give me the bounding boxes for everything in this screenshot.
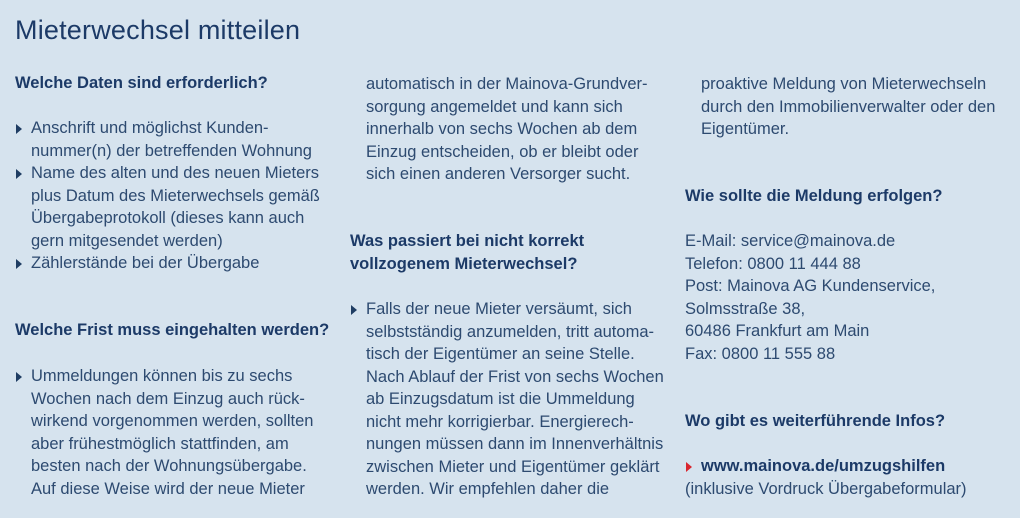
heading-incorrect-change: Was passiert bei nicht korrekt vollzogenem Mieterwechsel? bbox=[350, 232, 585, 273]
heading-required-data: Welche Daten sind erforderlich? bbox=[15, 74, 268, 92]
link-note: (inklusive Vordruck Übergabeformular) bbox=[685, 479, 967, 498]
triangle-bullet-icon bbox=[351, 305, 357, 315]
city-line: 60486 Frankfurt am Main bbox=[685, 322, 870, 340]
contact-block bbox=[685, 230, 1015, 365]
list-item: Zählerstände bei der Übergabe bbox=[15, 252, 345, 275]
heading-further-info: Wo gibt es weiterführende Infos? bbox=[685, 412, 946, 430]
triangle-bullet-icon bbox=[16, 169, 22, 179]
phone-line: Telefon: 0800 11 444 88 bbox=[685, 254, 861, 273]
red-triangle-bullet-icon bbox=[686, 462, 692, 472]
umzugshilfen-link[interactable]: www.mainova.de/umzugshilfen bbox=[701, 457, 946, 475]
heading-deadline: Welche Frist muss eingehalten werden? bbox=[15, 321, 330, 339]
post-line: Post: Mainova AG Kundenservice, bbox=[685, 277, 936, 295]
email-line[interactable]: E-Mail: service@mainova.de bbox=[685, 232, 896, 250]
continued-paragraph: automatisch in der Mainova-Grundver- sorgung angemeldet und kann sich innerhalb von sechs Wochen ab dem Einzug entscheiden, ob er bleibt oder sich einen anderen Versorger sucht. bbox=[366, 75, 648, 183]
list-item: Falls der neue Mieter versäumt, sich selbstständig anzumelden, tritt automa- tisch der Eigentümer an seine Stelle. Nach Ablauf der Frist von sechs Wochen ab Einzugsdatum ist die Ummeldung nicht mehr korrigierbar. Energierech- nungen müssen dann im Innenverhältnis zwischen Mieter und Eigentümer geklärt werden. Wir empfehlen daher die bbox=[350, 298, 680, 501]
triangle-bullet-icon bbox=[16, 124, 22, 134]
list-item: Anschrift und möglichst Kunden- nummer(n) der betreffenden Wohnung bbox=[15, 117, 345, 162]
list-item: Ummeldungen können bis zu sechs Wochen nach dem Einzug auch rück- wirkend vorgenommen werden, sollten aber frühestmöglich stattfinden, am besten nach der Wohnungsübergabe. Auf diese Weise wird der neue Mieter bbox=[15, 365, 345, 500]
list-item: Name des alten und des neuen Mieters plus Datum des Mieterwechsels gemäß Übergabeprotokoll (dieses kann auch gern mitgesendet werden) bbox=[15, 162, 345, 252]
heading-how-to-report: Wie sollte die Meldung erfolgen? bbox=[685, 187, 943, 205]
triangle-bullet-icon bbox=[16, 372, 22, 382]
info-link-item bbox=[685, 455, 1015, 478]
fax-line: Fax: 0800 11 555 88 bbox=[685, 344, 836, 363]
street-line: Solmsstraße 38, bbox=[685, 299, 806, 318]
triangle-bullet-icon bbox=[16, 259, 22, 269]
page-title: Mieterwechsel mitteilen bbox=[15, 15, 301, 45]
required-data-list bbox=[15, 117, 345, 275]
continued-paragraph: proaktive Meldung von Mieterwechseln durch den Immobilienverwalter oder den Eigentümer. bbox=[701, 75, 996, 138]
